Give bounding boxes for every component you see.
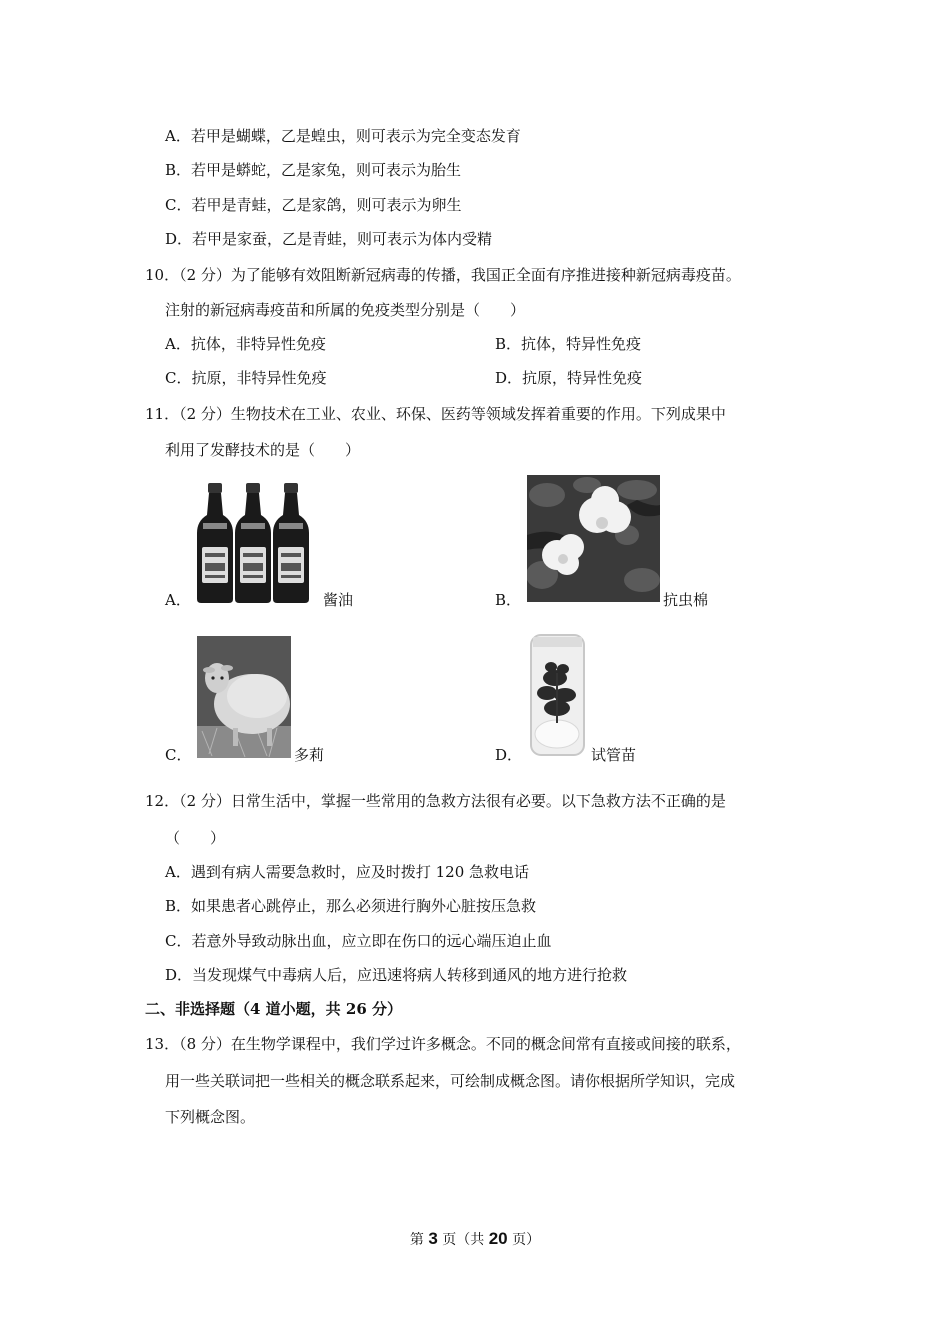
- q12-option-d: D．当发现煤气中毒病人后，应迅速将病人转移到通风的地方进行抢救: [165, 966, 628, 984]
- q10-option-b: B．抗体，特异性免疫: [495, 335, 642, 353]
- soy-sauce-bottles-image: [193, 481, 320, 605]
- section-2-heading: 二、非选择题（4 道小题，共 26 分）: [145, 1000, 402, 1018]
- q11-stem-line2: 利用了发酵技术的是（ ）: [165, 441, 361, 459]
- q11-option-a-letter: A．: [165, 591, 191, 609]
- q12-option-b: B．如果患者心跳停止，那么必须进行胸外心脏按压急救: [165, 897, 537, 915]
- dolly-sheep-image: [197, 636, 291, 758]
- test-tube-seedling-image: [527, 633, 588, 760]
- q9-option-d: D．若甲是家蚕，乙是青蛙，则可表示为体内受精: [165, 230, 493, 248]
- q12-stem-line1: 12．（2 分）日常生活中，掌握一些常用的急救方法很有必要。以下急救方法不正确的是: [145, 792, 726, 810]
- q10-option-a: A．抗体，非特异性免疫: [165, 335, 326, 353]
- page-number: 3: [428, 1229, 438, 1248]
- cotton-plant-image: [527, 475, 660, 602]
- q10-option-c: C．抗原，非特异性免疫: [165, 369, 327, 387]
- q11-option-c-caption: 多莉: [294, 746, 325, 764]
- q13-stem-line1: 13．（8 分）在生物学课程中，我们学过许多概念。不同的概念间常有直接或间接的联系，: [145, 1035, 741, 1053]
- q11-option-b-letter: B．: [495, 591, 522, 609]
- footer-suffix: 页）: [507, 1232, 541, 1248]
- q10-stem-line2: 注射的新冠病毒疫苗和所属的免疫类型分别是（ ）: [165, 301, 526, 319]
- q11-option-d-letter: D．: [495, 746, 523, 764]
- q13-stem-line3: 下列概念图。: [165, 1108, 256, 1126]
- q12-stem-line2: （ ）: [165, 829, 226, 847]
- q9-option-a: A．若甲是蝴蝶，乙是蝗虫，则可表示为完全变态发育: [165, 127, 521, 145]
- q12-option-a: A．遇到有病人需要急救时，应及时拨打 120 急救电话: [165, 863, 530, 881]
- q12-option-c: C．若意外导致动脉出血，应立即在伤口的远心端压迫止血: [165, 932, 552, 950]
- q11-stem-line1: 11．（2 分）生物技术在工业、农业、环保、医药等领域发挥着重要的作用。下列成果中: [145, 405, 726, 423]
- q11-option-d-caption: 试管苗: [591, 746, 637, 764]
- q11-option-c-letter: C．: [165, 746, 192, 764]
- footer-prefix: 第: [409, 1232, 429, 1248]
- page-footer: [0, 1229, 950, 1249]
- q9-option-b: B．若甲是蟒蛇，乙是家兔，则可表示为胎生: [165, 161, 462, 179]
- page-total: 20: [488, 1229, 508, 1248]
- q11-option-a-caption: 酱油: [323, 591, 354, 609]
- q11-option-b-caption: 抗虫棉: [663, 591, 709, 609]
- q10-stem-line1: 10．（2 分）为了能够有效阻断新冠病毒的传播，我国正全面有序推进接种新冠病毒疫苗。: [145, 266, 741, 284]
- q9-option-c: C．若甲是青蛙，乙是家鸽，则可表示为卵生: [165, 196, 462, 214]
- q13-stem-line2: 用一些关联词把一些相关的概念联系起来，可绘制成概念图。请你根据所学知识，完成: [165, 1072, 736, 1090]
- q10-option-d: D．抗原，特异性免疫: [495, 369, 643, 387]
- footer-middle: 页（共: [437, 1232, 489, 1248]
